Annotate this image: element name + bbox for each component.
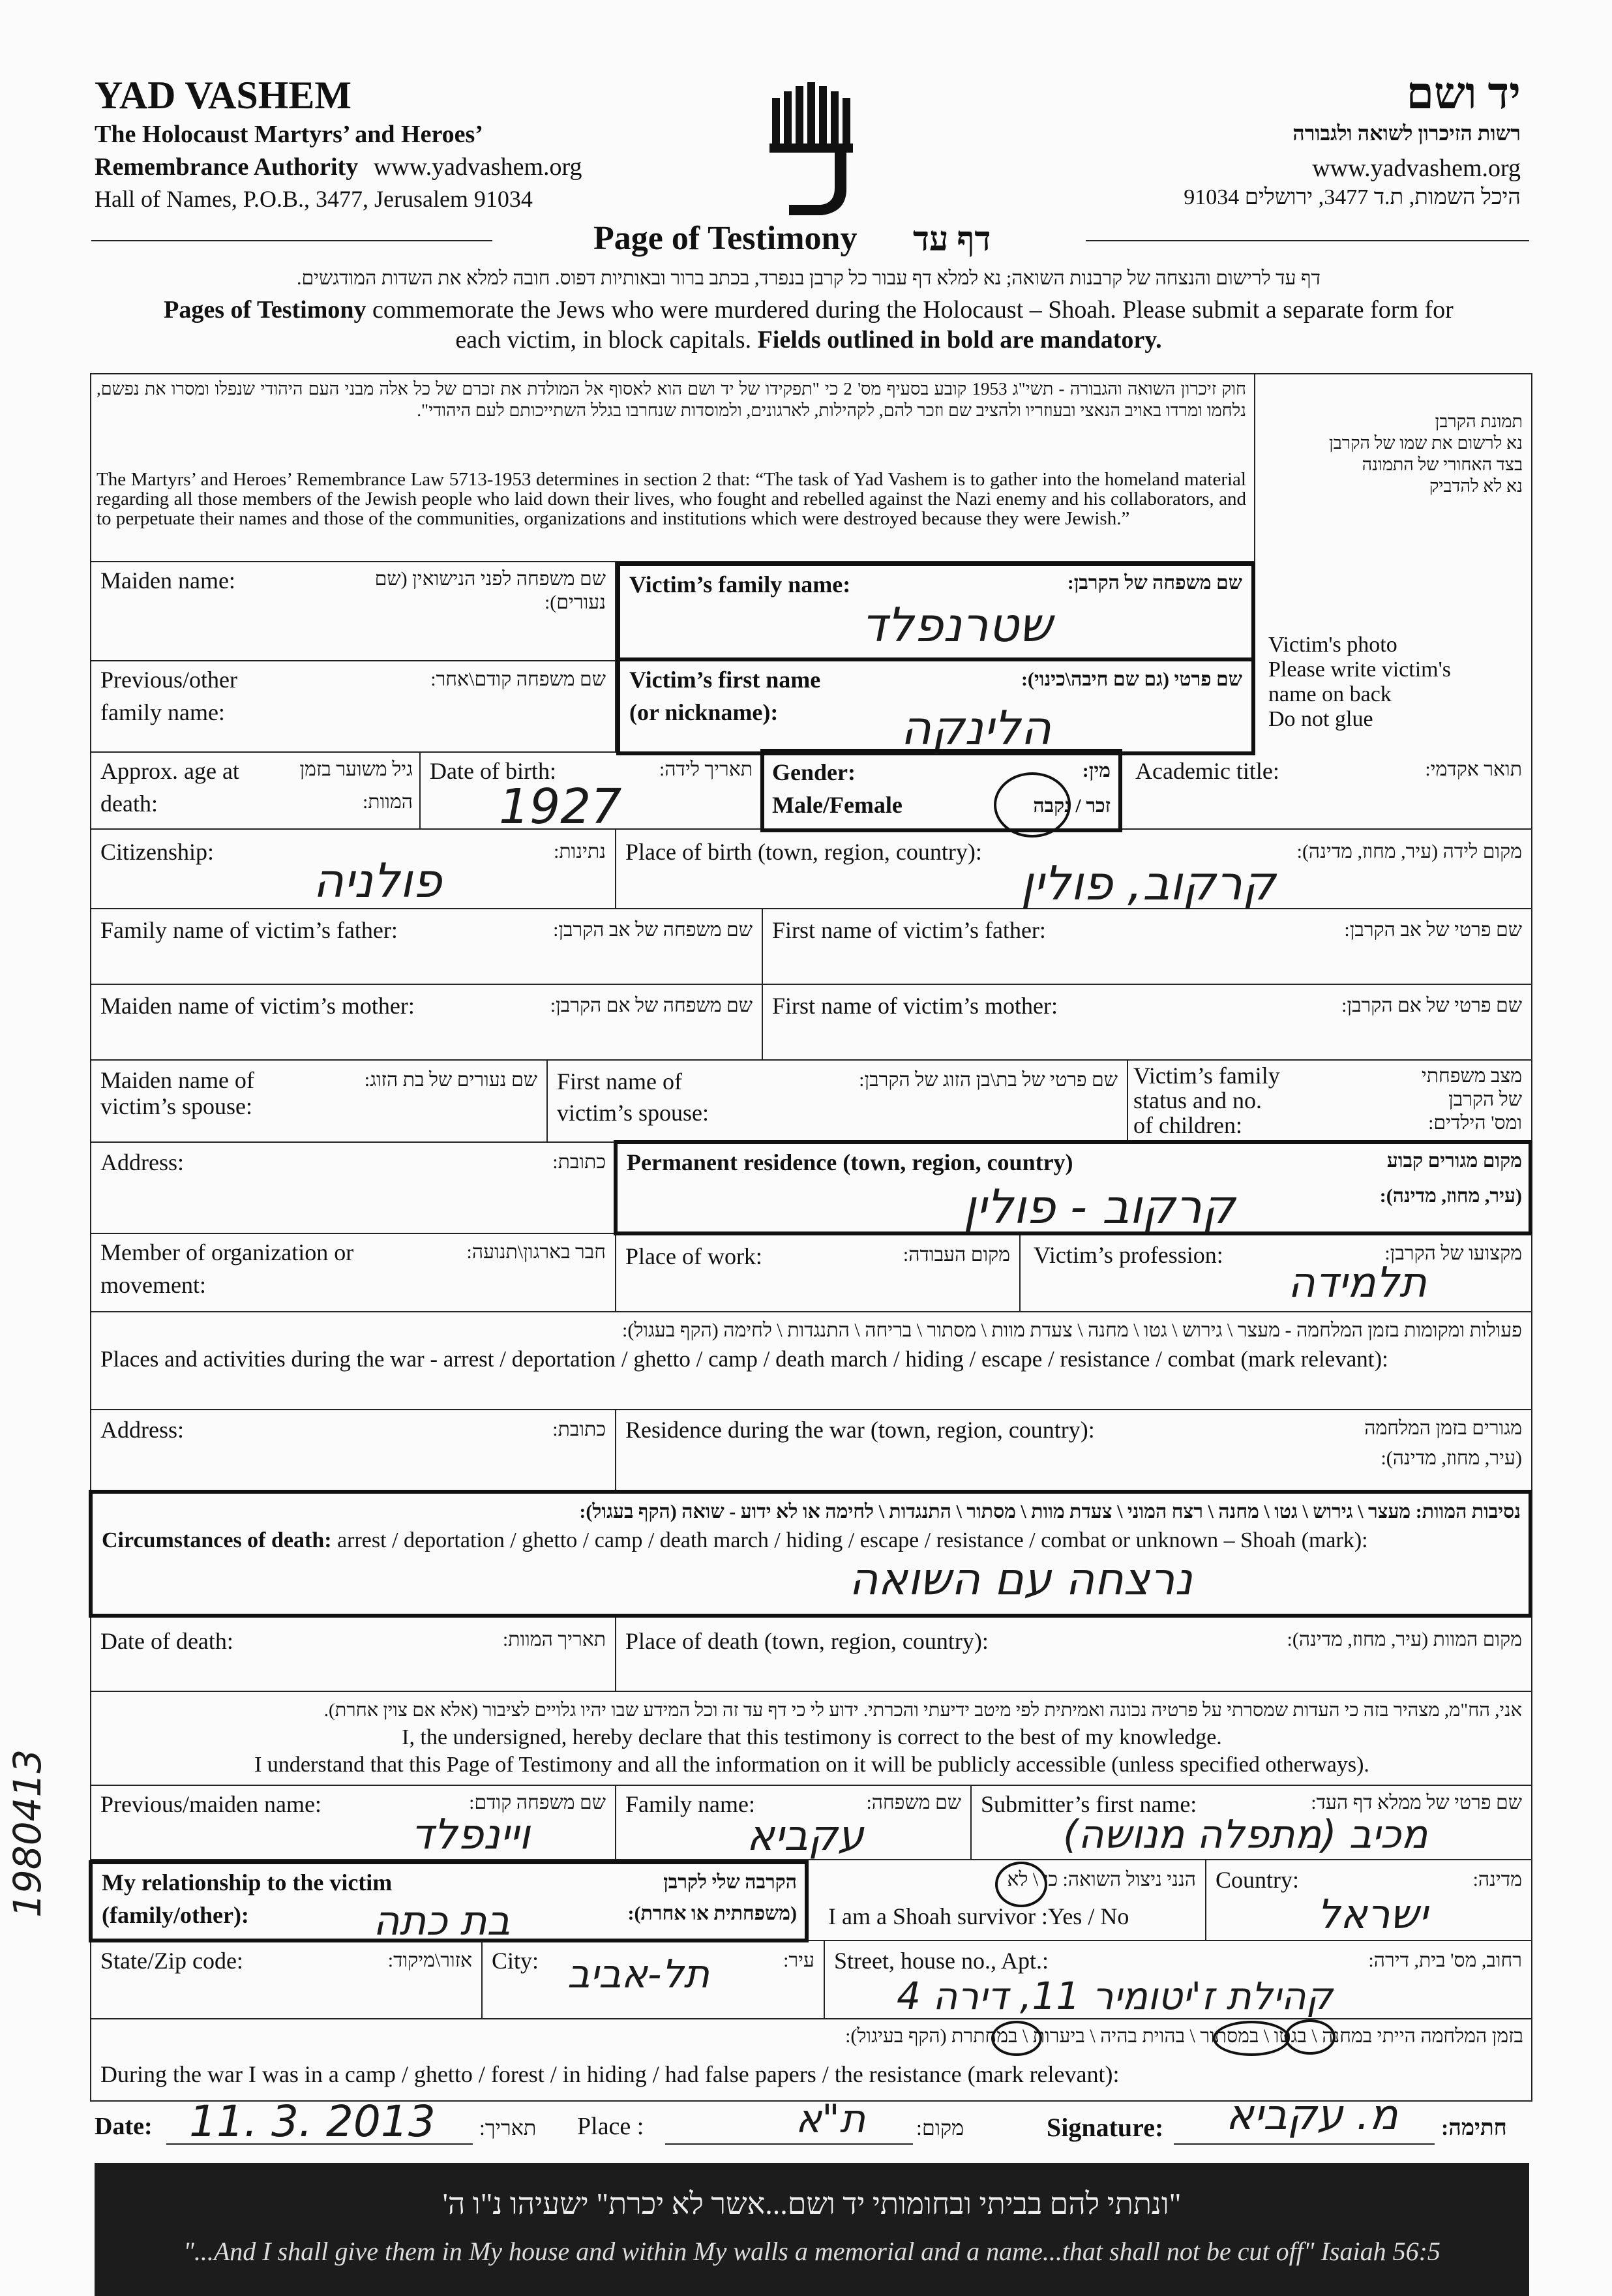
war-activities-label-he: פעולות ומקומות בזמן המלחמה - מעצר \ גירוש \ גטו \ מחנה \ צעדת מוות \ מסתור \ בריחה \ התנגדות \ לחימה (הקף בעגול): bbox=[622, 1320, 1522, 1341]
war-residence-cell[interactable] bbox=[616, 1410, 1532, 1491]
circumstances-cell[interactable] bbox=[89, 1490, 1532, 1618]
submitter-first-name-cell[interactable] bbox=[972, 1786, 1532, 1860]
previous-name-cell[interactable] bbox=[91, 661, 616, 753]
spouse-first-name-label-he: שם פרטי של בת\בן הזוג של הקרבן: bbox=[859, 1069, 1118, 1091]
gender-label-line2: Male/Female bbox=[772, 792, 903, 818]
father-family-name-label-he: שם משפחה של אב הקרבן: bbox=[553, 919, 753, 941]
dob-label-he: תאריך לידה: bbox=[659, 759, 753, 780]
place-label: Place : bbox=[577, 2113, 644, 2140]
city-label: City: bbox=[492, 1948, 539, 1974]
place-of-death-label-he: מקום המוות (עיר, מחוז, מדינה): bbox=[1287, 1629, 1522, 1650]
father-first-name-label-he: שם פרטי של אב הקרבן: bbox=[1344, 919, 1522, 941]
date-of-death-cell[interactable] bbox=[91, 1618, 616, 1692]
submitter-first-name-label: Submitter’s first name: bbox=[981, 1791, 1197, 1817]
city-label-he: עיר: bbox=[783, 1950, 814, 1971]
relationship-cell[interactable] bbox=[89, 1860, 809, 1942]
family-status-label bbox=[1133, 1063, 1280, 1138]
quote-band bbox=[95, 2163, 1529, 2296]
quote-he: "ונתתי להם בביתי ובחומותי יד ושם...אשר לא יכרת" ישעיהו נ"ו ה' bbox=[442, 2187, 1182, 2220]
declaration-he: אני, הח"מ, מצהיר בזה כי העדות שמסרתי על פרטיה נכונה ואמיתית לפי מיטב ידיעתי והכרתי. ידוע לי כי דף עד זה וכל המידע שבו יהיו גלויים לציבור (אלא אם צוין אחרת). bbox=[323, 1700, 1522, 1721]
age-label-he-line2: המוות: bbox=[362, 791, 413, 813]
spouse-maiden-name-label bbox=[100, 1067, 254, 1119]
mother-first-name-cell[interactable] bbox=[763, 985, 1532, 1061]
law-box bbox=[91, 374, 1255, 562]
member-org-label-he: חבר בארגון\תנועה: bbox=[466, 1241, 606, 1263]
place-of-birth-label: Place of birth (town, region, country): bbox=[625, 839, 982, 865]
date-label-he: תאריך: bbox=[479, 2116, 537, 2139]
zip-code-label-he: אזור\מיקוד: bbox=[387, 1950, 472, 1971]
member-org-label-line2: movement: bbox=[100, 1272, 206, 1298]
place-of-work-label-he: מקום העבודה: bbox=[903, 1244, 1010, 1265]
member-org-label bbox=[100, 1239, 353, 1298]
law-en: The Martyrs’ and Heroes’ Remembrance Law 5713-1953 determines in section 2 that: “The task of Yad Vashem is to gather into the homeland material regarding all those members of the Jewish people who laid down their lives, who fought and rebelled against the Nazi enemy and his collaborators, and to perpetuate their names and those of the communities, organizations and institutions which were destroyed because they were Jewish.” bbox=[97, 469, 1246, 529]
relationship-value: בת כתה bbox=[373, 1897, 511, 1944]
declaration-en-line1: I, the undersigned, hereby declare that this testimony is correct to the best of my knowledge. bbox=[402, 1725, 1222, 1749]
place-of-death-label: Place of death (town, region, country): bbox=[625, 1628, 989, 1654]
signature-label-he: חתימה: bbox=[1441, 2116, 1507, 2140]
photo-he-line3: בצד האחורי של התמונה bbox=[1362, 455, 1523, 474]
photo-en-line2: Please write victim's bbox=[1268, 657, 1451, 682]
war-residence-label-he-line1: מגורים בזמן המלחמה bbox=[1364, 1417, 1522, 1439]
place-label-he: מקום: bbox=[916, 2116, 964, 2139]
family-status-label-he-line1: מצב משפחתי bbox=[1421, 1065, 1522, 1087]
mother-maiden-name-label: Maiden name of victim’s mother: bbox=[100, 993, 415, 1019]
academic-title-label-he: תואר אקדמי: bbox=[1425, 759, 1522, 780]
submitter-war-cell[interactable] bbox=[91, 2019, 1532, 2100]
family-name-label: Victim’s family name: bbox=[629, 571, 851, 597]
maiden-name-cell[interactable] bbox=[91, 562, 616, 661]
country-label: Country: bbox=[1216, 1867, 1300, 1893]
intro-he: דף עד לרישום והנצחה של קרבנות השואה; נא למלא דף עבור כל קרבן בנפרד, בכתב ברור ובאותיות דפוס. חובה למלא את השדות המודגשים. bbox=[296, 267, 1321, 289]
age-label bbox=[100, 758, 239, 817]
age-label-he-line1: גיל משוער בזמן bbox=[299, 759, 413, 780]
citizenship-value: פולניה bbox=[313, 853, 442, 908]
authority-he: רשות הזיכרון לשואה ולגבורה bbox=[1292, 121, 1521, 145]
date-of-death-label-he: תאריך המוות: bbox=[502, 1629, 606, 1650]
address-cell[interactable] bbox=[91, 1143, 616, 1234]
family-status-label-line2: status and no. bbox=[1133, 1087, 1262, 1113]
street-value: קהילת ז'יטומיר 11, דירה 4 bbox=[897, 1974, 1333, 2018]
address-label: Address: bbox=[100, 1149, 184, 1175]
signature-label: Signature: bbox=[1047, 2113, 1164, 2142]
citizenship-cell[interactable] bbox=[91, 830, 616, 909]
survivor-label-he: הנני ניצול השואה: כן \ לא bbox=[1007, 1869, 1196, 1890]
date-value: 11. 3. 2013 bbox=[189, 2096, 436, 2147]
city-value: תל-אביב bbox=[567, 1952, 710, 1997]
yad-vashem-logo bbox=[769, 78, 854, 222]
relationship-label-line1: My relationship to the victim bbox=[102, 1869, 393, 1896]
family-name-value: שטרנפלד bbox=[861, 597, 1052, 652]
war-circle-mark-1 bbox=[991, 2021, 1042, 2056]
place-of-birth-cell[interactable] bbox=[616, 830, 1532, 909]
photo-en-line3: name on back bbox=[1268, 682, 1392, 706]
law-he: חוק זיכרון השואה והגבורה - תשי"ג 1953 קובע בסעיף מס' 2 כי "תפקידו של יד ושם הוא לאסוף אל המולדת את זכרם של כל אלה מבני העם היהודי שנפלו ומסרו את נפשם, נלחמו ומרדו באויב הנאצי ובעוזריו ולהציב שם וזכר להם, לקהילות, לארגונים, ולמוסדות שנחרבו בגלל השתייכותם לעם היהודי". bbox=[97, 379, 1246, 420]
family-name-label-he: שם משפחה של הקרבן: bbox=[1067, 572, 1242, 594]
member-org-cell[interactable] bbox=[91, 1235, 616, 1312]
spouse-maiden-name-label-line2: victim’s spouse: bbox=[100, 1093, 252, 1119]
country-cell[interactable] bbox=[1206, 1860, 1532, 1941]
family-status-cell[interactable] bbox=[1128, 1061, 1532, 1143]
submitter-war-label-he: בזמן המלחמה הייתי במחנה \ בגטו \ במסתור \ בהוית בהיה \ ביערות \ במחתרת (הקף בעיגול): bbox=[845, 2025, 1523, 2047]
war-activities-label: Places and activities during the war - arrest / deportation / ghetto / camp / death march / hiding / escape / resistance / combat (mark relevant): bbox=[100, 1346, 1388, 1372]
submitter-family-name-label: Family name: bbox=[625, 1791, 755, 1817]
photo-he-line2: נא לרשום את שמו של הקרבן bbox=[1328, 433, 1523, 453]
profession-label: Victim’s profession: bbox=[1034, 1242, 1223, 1268]
intro-en-line2-bold: Fields outlined in bold are mandatory. bbox=[757, 326, 1162, 354]
war-residence-label-he bbox=[1364, 1417, 1522, 1470]
photo-en-line4: Do not glue bbox=[1268, 707, 1373, 731]
relationship-label-line2: (family/other): bbox=[102, 1902, 249, 1928]
submitter-family-name-cell[interactable] bbox=[616, 1786, 972, 1860]
intro-en-bold: Pages of Testimony bbox=[164, 296, 366, 324]
first-name-label-line1: Victim’s first name bbox=[629, 667, 821, 693]
date-of-death-label: Date of death: bbox=[100, 1628, 233, 1654]
submitter-prev-name-label-he: שם משפחה קודם: bbox=[469, 1792, 606, 1813]
circumstances-label-bold: Circumstances of death: bbox=[102, 1528, 332, 1552]
submitter-prev-name-label: Previous/maiden name: bbox=[100, 1791, 321, 1817]
dob-label: Date of birth: bbox=[430, 758, 556, 784]
gender-label-he: מין: bbox=[1082, 760, 1111, 781]
survivor-label: I am a Shoah survivor :Yes / No bbox=[828, 1903, 1129, 1929]
submitter-prev-name-cell[interactable] bbox=[91, 1786, 616, 1860]
intro-en bbox=[98, 295, 1519, 355]
place-of-work-cell[interactable] bbox=[616, 1235, 1021, 1312]
survivor-circle-mark bbox=[995, 1862, 1047, 1907]
circumstances-value: נרצחה עם השואה bbox=[849, 1554, 1193, 1605]
member-org-label-line1: Member of organization or bbox=[100, 1239, 354, 1265]
signature-value: מ. עקביא bbox=[1226, 2091, 1398, 2139]
relationship-label-he bbox=[627, 1871, 797, 1926]
father-family-name-cell[interactable] bbox=[91, 909, 763, 985]
street-cell[interactable] bbox=[825, 1941, 1532, 2019]
spouse-maiden-name-label-he: שם נעורים של בת הזוג: bbox=[364, 1069, 537, 1091]
authority-line1: The Holocaust Martyrs’ and Heroes’ bbox=[95, 121, 483, 148]
first-name-value: הלינקה bbox=[901, 701, 1052, 755]
citizenship-label-he: נתינות: bbox=[554, 841, 606, 862]
spouse-first-name-label-line1: First name of bbox=[557, 1068, 682, 1095]
photo-en-line1: Victim's photo bbox=[1268, 633, 1397, 657]
country-label-he: מדינה: bbox=[1472, 1869, 1522, 1890]
address-en: Hall of Names, P.O.B., 3477, Jerusalem 91034 bbox=[95, 186, 533, 212]
gender-label-line1: Gender: bbox=[772, 759, 856, 785]
age-cell[interactable] bbox=[91, 753, 421, 830]
permanent-residence-label-he bbox=[1380, 1149, 1522, 1208]
survivor-cell[interactable] bbox=[809, 1860, 1206, 1941]
family-name-cell[interactable] bbox=[616, 562, 1255, 661]
mother-first-name-label-he: שם פרטי של אם הקרבן: bbox=[1341, 995, 1522, 1016]
authority-line2-row bbox=[95, 153, 582, 181]
family-status-label-line3: of children: bbox=[1133, 1112, 1242, 1138]
website-he-side: www.yadvashem.org bbox=[1312, 155, 1521, 182]
place-of-work-label: Place of work: bbox=[625, 1243, 762, 1269]
gender-circle-mark bbox=[994, 772, 1071, 838]
city-cell[interactable] bbox=[483, 1941, 825, 2019]
place-underline bbox=[665, 2143, 913, 2145]
first-name-label-line2: (or nickname): bbox=[629, 699, 779, 725]
spouse-maiden-name-label-line1: Maiden name of bbox=[100, 1067, 254, 1093]
academic-title-label: Academic title: bbox=[1135, 758, 1279, 784]
war-address-label-he: כתובת: bbox=[552, 1419, 606, 1440]
address-label-he: כתובת: bbox=[552, 1151, 606, 1173]
org-name-en: YAD VASHEM bbox=[95, 74, 352, 117]
family-status-label-line1: Victim’s family bbox=[1133, 1063, 1280, 1089]
submitter-family-name-label-he: שם משפחה: bbox=[866, 1792, 961, 1813]
declaration-en-line2: I understand that this Page of Testimony and all the information on it will be publicly accessible (unless specified otherways). bbox=[254, 1753, 1369, 1777]
permanent-residence-cell[interactable] bbox=[614, 1140, 1532, 1235]
photo-he-line4: נא לא להדביק bbox=[1429, 476, 1523, 496]
war-address-cell[interactable] bbox=[91, 1410, 616, 1491]
profession-value: תלמידה bbox=[1288, 1259, 1427, 1307]
age-label-line2: death: bbox=[100, 791, 158, 817]
mother-first-name-label: First name of victim’s mother: bbox=[772, 993, 1058, 1019]
age-label-line1: Approx. age at bbox=[100, 758, 239, 784]
website-en: www.yadvashem.org bbox=[373, 153, 582, 181]
photo-he-line1: תמונת הקרבן bbox=[1435, 412, 1523, 431]
signature-underline bbox=[1174, 2143, 1435, 2145]
mother-maiden-name-label-he: שם משפחה של אם הקרבן: bbox=[550, 995, 753, 1016]
war-residence-label-he-line2: (עיר, מחוז, מדינה): bbox=[1381, 1447, 1522, 1469]
dob-cell[interactable] bbox=[421, 753, 763, 835]
permanent-residence-value: קרקוב - פולין bbox=[963, 1179, 1236, 1234]
spouse-first-name-label-line2: victim’s spouse: bbox=[557, 1100, 709, 1126]
street-label: Street, house no., Apt.: bbox=[834, 1948, 1049, 1974]
header-rule-right bbox=[1086, 240, 1529, 241]
permanent-residence-label-he-line1: מקום מגורים קבוע bbox=[1386, 1150, 1522, 1171]
first-name-label-he: שם פרטי (גם שם חיבה\כינוי): bbox=[1021, 669, 1242, 690]
zip-code-cell[interactable] bbox=[91, 1941, 483, 2019]
permanent-residence-label-he-line2: (עיר, מחוז, מדינה): bbox=[1379, 1185, 1522, 1207]
intro-en-line2: each victim, in block capitals. bbox=[455, 326, 758, 354]
academic-title-cell[interactable] bbox=[1122, 753, 1532, 830]
war-circle-mark-3 bbox=[1285, 2019, 1336, 2055]
mother-maiden-name-cell[interactable] bbox=[91, 985, 763, 1061]
declaration-cell bbox=[91, 1692, 1532, 1786]
age-label-he bbox=[300, 758, 413, 814]
zip-code-label: State/Zip code: bbox=[100, 1948, 243, 1974]
country-value: ישראל bbox=[1317, 1890, 1428, 1938]
maiden-name-label: Maiden name: bbox=[100, 567, 235, 594]
photo-en bbox=[1268, 633, 1451, 732]
place-of-death-cell[interactable] bbox=[616, 1618, 1532, 1692]
father-first-name-label: First name of victim’s father: bbox=[772, 917, 1046, 943]
submitter-prev-name-value: ויינפלד bbox=[411, 1811, 530, 1859]
previous-name-label bbox=[100, 667, 237, 725]
submitter-war-label: During the war I was in a camp / ghetto / forest / in hiding / had false papers / the resistance (mark relevant): bbox=[100, 2061, 1120, 2087]
father-family-name-label: Family name of victim’s father: bbox=[100, 917, 398, 943]
gender-options: זכר / נקבה bbox=[1033, 795, 1111, 817]
profession-label-he: מקצועו של הקרבן: bbox=[1384, 1243, 1522, 1264]
permanent-residence-label: Permanent residence (town, region, country) bbox=[627, 1149, 1073, 1175]
dob-value: 1927 bbox=[499, 779, 622, 835]
circumstances-label bbox=[102, 1528, 1368, 1554]
relationship-label bbox=[102, 1869, 392, 1928]
spouse-first-name-cell[interactable] bbox=[548, 1061, 1128, 1143]
margin-note: 1980413 bbox=[5, 1749, 50, 1918]
previous-name-label-he: שם משפחה קודם\אחר: bbox=[430, 669, 606, 690]
submitter-first-name-label-he: שם פרטי של ממלא דף העד: bbox=[1311, 1792, 1522, 1813]
photo-he bbox=[1259, 411, 1523, 497]
war-activities-cell[interactable] bbox=[91, 1312, 1532, 1410]
war-residence-label: Residence during the war (town, region, country): bbox=[625, 1417, 1095, 1443]
relationship-label-he-line2: (משפחתית או אחרת): bbox=[627, 1903, 797, 1924]
street-label-he: רחוב, מס' בית, דירה: bbox=[1368, 1950, 1522, 1971]
gender-label bbox=[772, 759, 903, 818]
date-label: Date: bbox=[95, 2113, 153, 2140]
place-value: ת"א bbox=[796, 2096, 866, 2142]
submitter-first-name-value: מכיב (מתפלה מנושה) bbox=[1063, 1812, 1428, 1858]
war-address-label: Address: bbox=[100, 1417, 184, 1443]
authority-line2: Remembrance Authority bbox=[95, 153, 359, 181]
intro-en-line1: commemorate the Jews who were murdered during the Holocaust – Shoah. Please submit a separate form for bbox=[366, 296, 1454, 324]
place-of-birth-label-he: מקום לידה (עיר, מחוז, מדינה): bbox=[1296, 841, 1522, 862]
page-title-en: Page of Testimony bbox=[593, 220, 858, 257]
header-rule-left bbox=[91, 240, 492, 241]
family-status-label-he-line2: של הקרבן bbox=[1448, 1089, 1522, 1110]
family-status-label-he bbox=[1422, 1065, 1522, 1135]
circumstances-label-he: נסיבות המוות: מעצר \ גירוש \ גטו \ מחנה \ רצח המוני \ צעדת מוות \ מסתור \ התנגדות \ לחימה או לא ידוע - שואה (הקף בעגול): bbox=[579, 1501, 1521, 1522]
page-title-he: דף עד bbox=[913, 221, 991, 258]
place-of-birth-value: קרקוב, פולין bbox=[1021, 856, 1276, 911]
spouse-first-name-label bbox=[557, 1068, 709, 1126]
family-status-label-he-line3: ומס' הילדים: bbox=[1428, 1112, 1522, 1134]
quote-en: "...And I shall give them in My house and within My walls a memorial and a name...that shall not be cut off" Isaiah 56:5 bbox=[183, 2237, 1440, 2266]
org-name-he: יד ושם bbox=[1406, 68, 1521, 118]
circumstances-label-rest: arrest / deportation / ghetto / camp / death march / hiding / escape / resistance / combat or unknown – Shoah (mark): bbox=[331, 1528, 1368, 1552]
first-name-label bbox=[629, 667, 820, 725]
father-first-name-cell[interactable] bbox=[763, 909, 1532, 985]
address-he: היכל השמות, ת.ד 3477, ירושלים 91034 bbox=[1184, 185, 1521, 209]
profession-cell[interactable] bbox=[1021, 1235, 1532, 1312]
submitter-family-name-value: עקביא bbox=[747, 1812, 864, 1860]
previous-name-label-line2: family name: bbox=[100, 699, 225, 725]
war-circle-mark-2 bbox=[1213, 2021, 1290, 2056]
spouse-maiden-name-cell[interactable] bbox=[91, 1061, 548, 1143]
relationship-label-he-line1: הקרבה שלי לקרבן bbox=[663, 1871, 797, 1893]
first-name-cell[interactable] bbox=[616, 657, 1255, 755]
gender-cell[interactable] bbox=[760, 749, 1122, 832]
maiden-name-label-he: שם משפחה לפני הנישואין (שם נעורים): bbox=[374, 568, 606, 613]
previous-name-label-line1: Previous/other bbox=[100, 667, 237, 693]
citizenship-label: Citizenship: bbox=[100, 839, 214, 865]
